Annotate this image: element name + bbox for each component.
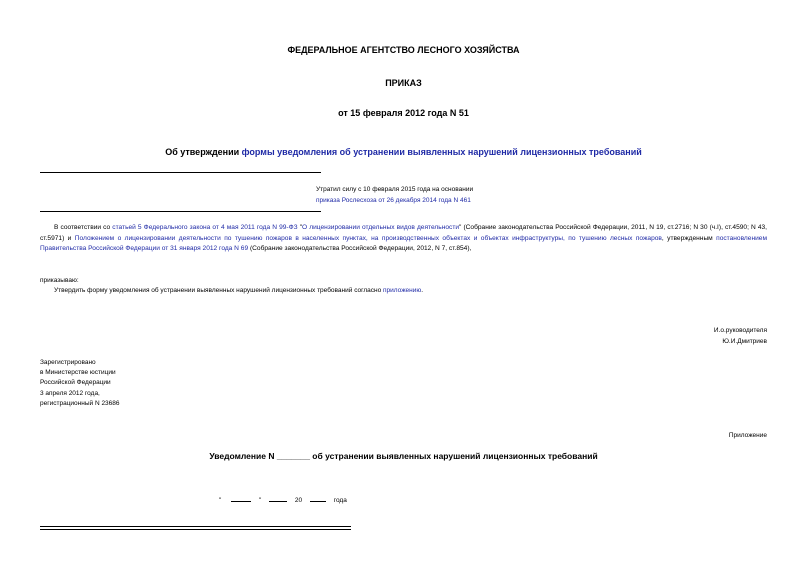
agency-name: ФЕДЕРАЛЬНОЕ АГЕНТСТВО ЛЕСНОГО ХОЗЯЙСТВА	[287, 45, 520, 55]
quote-mark: "	[219, 497, 222, 504]
registration-line: 3 апреля 2012 года,	[40, 390, 100, 397]
year-word: года	[333, 497, 347, 504]
quote-mark: "	[258, 497, 262, 504]
preamble-text: (Собрание законодательства Российской Федерации, 2012, N 7, ст.854),	[248, 245, 472, 252]
preamble-text: "	[297, 224, 303, 231]
law-title-link[interactable]: О лицензировании отдельных видов деятельности	[302, 224, 460, 231]
preamble-paragraph	[40, 223, 767, 255]
document-date-number: от 15 февраля 2012 года N 51	[338, 108, 469, 118]
document-title	[0, 147, 807, 157]
day-blank[interactable]	[231, 494, 251, 502]
document-type: ПРИКАЗ	[385, 78, 422, 88]
rule-upper	[40, 526, 351, 527]
year-blank[interactable]	[310, 494, 326, 502]
registration-number: регистрационный N 23686	[40, 400, 120, 407]
title-prefix: Об утверждении	[165, 147, 242, 157]
signatory-name: Ю.И.Дмитриев	[722, 338, 767, 345]
regulation-link[interactable]: Положением о лицензировании деятельности по тушению пожаров в населенных пунктах, на производственных объектах и объектах инфраструктуры, по тушению лесных пожаров	[74, 234, 662, 242]
preamble-text: В соответствии со	[54, 224, 113, 231]
government-decree-link[interactable]: постановлением Правительства Российской Федерации от 31 января 2012 года N 69	[40, 234, 767, 252]
century-prefix: 20	[294, 497, 303, 504]
registration-line: в Министерстве юстиции	[40, 369, 116, 376]
signatory-position: И.о.руководителя	[713, 327, 767, 334]
divider-bottom	[40, 211, 321, 212]
order-text: Утвердить форму уведомления об устранении выявленных нарушений лицензионных требований согласно	[54, 287, 384, 294]
month-blank[interactable]	[269, 494, 287, 502]
appendix-label: Приложение	[728, 432, 767, 439]
title-form-link[interactable]: формы уведомления об устранении выявленных нарушений лицензионных требований	[241, 147, 642, 157]
appendix-link[interactable]: приложению	[383, 287, 422, 294]
divider-top	[40, 172, 321, 173]
date-fill-line	[219, 494, 347, 506]
law-article-link[interactable]: статьей 5 Федерального закона от 4 мая 2011 года N 99-ФЗ	[112, 224, 298, 231]
appendix-title: Уведомление N _______ об устранении выявленных нарушений лицензионных требований	[209, 451, 598, 461]
order-item	[54, 286, 423, 296]
status-note-link[interactable]: приказа Рослесхоза от 26 декабря 2014 года N 461	[316, 197, 471, 204]
order-word: приказываю:	[40, 277, 79, 284]
registration-line: Российской Федерации	[40, 379, 111, 386]
preamble-text: " (Собрание законодательства Российской Федерации, 2011, N 19, ст.2716; N 30 (ч.I), ст.4590; N 43, ст.5971) и	[40, 224, 767, 242]
preamble-text: , утвержденным	[661, 234, 717, 242]
rule-lower	[40, 529, 351, 530]
status-note-line1: Утратил силу с 10 февраля 2015 года на основании	[316, 186, 474, 193]
order-text: .	[421, 287, 424, 294]
registration-line: Зарегистрировано	[40, 359, 96, 366]
